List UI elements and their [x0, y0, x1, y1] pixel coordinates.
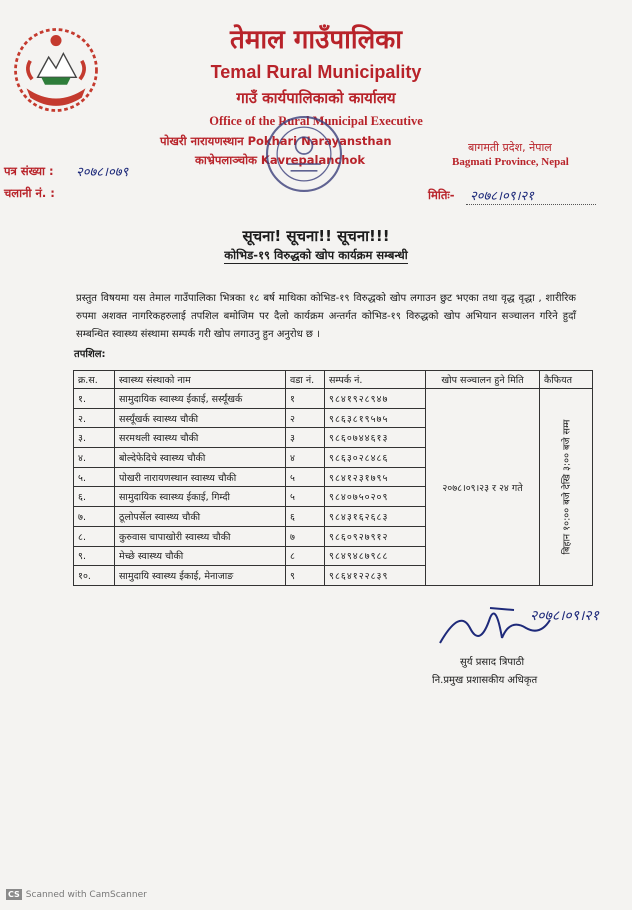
camscanner-logo-icon: CS: [8, 890, 20, 899]
cell-contact: ९८६०९२७९१२: [325, 526, 426, 546]
province-en: Bagmati Province, Nepal: [452, 156, 569, 168]
cell-sn: ३.: [74, 428, 115, 448]
notice-subject: [0, 248, 632, 263]
notice-title: सूचना! सूचना!! सूचना!!!: [242, 227, 390, 245]
cell-ward: ५: [286, 467, 325, 487]
cell-sn: ६.: [74, 487, 115, 507]
signatory-name: सुर्य प्रसाद त्रिपाठी: [460, 657, 525, 668]
cell-contact: ९८६०७४४६१३: [325, 428, 426, 448]
address-line1: पोखरी नारायणस्थान Pokhari Narayansthan: [160, 134, 392, 148]
camscanner-watermark: [6, 889, 147, 900]
header-date: खोप सञ्चालन हुने मिति: [426, 371, 540, 389]
signatory-designation: नि.प्रमुख प्रशासकीय अधिकृत: [432, 675, 538, 686]
cell-ward: १: [286, 389, 325, 409]
cell-sn: ७.: [74, 507, 115, 527]
cell-ward: ३: [286, 428, 325, 448]
miti-value: २०७८।०९।२१: [470, 189, 534, 204]
cell-facility: सामुदायि स्वास्थ्य ईकाई, मेनाजाङ: [115, 566, 286, 586]
table-header-row: [74, 371, 593, 389]
notice-body: प्रस्तुत विषयमा यस तेमाल गाउँपालिका भित्रका १८ बर्ष माथिका कोभिड-१९ विरुद्धको खोप लगाउन छुट भएका तथा वृद्ध वृद्धा , शारीरिक रुपमा अशक्त नागरिकहरुलाई तपशिल बमोजिम पर दैलो कार्यक्रम अन्तर्गत कोभिड-१९ विरुद्धको खोप अभियान सञ्चालन गरिने हुदाँ सम्बन्धित स्वास्थ्य संस्थामा सम्पर्क गरी खोप लगाउनु हुन अनुरोध छ ।: [76, 293, 576, 340]
miti-dotted-line: [466, 204, 596, 205]
cell-facility: मेच्छे स्वास्थ्य चौकी: [115, 546, 286, 566]
cell-facility: सर्स्यूंखर्क स्वास्थ्य चौकी: [115, 408, 286, 428]
cell-ward: २: [286, 408, 325, 428]
header-ward: वडा नं.: [286, 371, 325, 389]
cell-contact: ९८४९४८७९८८: [325, 546, 426, 566]
cell-facility: ठूलोपर्सेल स्वास्थ्य चौकी: [115, 507, 286, 527]
cell-contact: ९८४३१६२६८३: [325, 507, 426, 527]
chalani-label: चलानी नं. :: [4, 186, 55, 200]
cell-facility: कुरुवास चापाखोरी स्वास्थ्य चौकी: [115, 526, 286, 546]
header-remark: कैफियत: [540, 371, 593, 389]
cell-sn: ४.: [74, 448, 115, 468]
cell-contact: ९८४१९२८९४७: [325, 389, 426, 409]
camscanner-text: Scanned with CamScanner: [25, 890, 147, 900]
province-np: बागमती प्रदेश, नेपाल: [468, 141, 552, 154]
cell-contact: ९८६३०२८४८६: [325, 448, 426, 468]
notice-subject-text: कोभिड-१९ विरुद्धको खोप कार्यक्रम सम्बन्धी: [224, 248, 408, 262]
header-facility: स्वास्थ्य संस्थाको नाम: [115, 371, 286, 389]
cell-facility: सरमथली स्वास्थ्य चौकी: [115, 428, 286, 448]
cell-sn: ९.: [74, 546, 115, 566]
cell-facility: पोखरी नारायणस्थान स्वास्थ्य चौकी: [115, 467, 286, 487]
municipality-name-np: तेमाल गाउँपालिका: [230, 25, 402, 55]
header-contact: सम्पर्क नं.: [325, 371, 426, 389]
office-stamp-icon: [262, 112, 346, 196]
cell-sn: ५.: [74, 467, 115, 487]
cell-contact: ९८४१२३१७९५: [325, 467, 426, 487]
patra-label: पत्र संख्या :: [4, 164, 54, 178]
cell-sn: १०.: [74, 566, 115, 586]
cell-facility: सामुदायिक स्वास्थ्य ईकाई, सर्स्यूंखर्क: [115, 389, 286, 409]
cell-facility: बोल्देफेदिचे स्वास्थ्य चौकी: [115, 448, 286, 468]
cell-ward: ८: [286, 546, 325, 566]
miti-label: मितिः-: [428, 188, 455, 202]
cell-ward: ९: [286, 566, 325, 586]
signature-date: २०७८।०९।२१: [530, 608, 599, 624]
cell-facility: सामुदायिक स्वास्थ्य ईकाई, गिम्दी: [115, 487, 286, 507]
signature-scribble-icon: [430, 598, 610, 658]
cell-contact: ९८६४१२२८३९: [325, 566, 426, 586]
cell-sn: १.: [74, 389, 115, 409]
patra-value: २०७८।०७९: [76, 165, 129, 180]
cell-contact: ९८६३८१९५७५: [325, 408, 426, 428]
health-facility-table: [73, 370, 593, 586]
cell-vaccination-date: २०७८।०९।२३ र २४ गते: [426, 389, 540, 586]
cell-sn: २.: [74, 408, 115, 428]
tapasil-label: तपशिल:: [74, 349, 106, 360]
table-row: [74, 389, 593, 409]
remark-text: बिहान १०:०० बजे देखि ३:०० बजे सम्म: [561, 419, 573, 555]
cell-ward: ४: [286, 448, 325, 468]
header-sn: क्र.स.: [74, 371, 115, 389]
cell-sn: ८.: [74, 526, 115, 546]
cell-ward: ६: [286, 507, 325, 527]
cell-ward: ७: [286, 526, 325, 546]
address-line2: काभ्रेपलाञ्चोक Kavrepalanchok: [195, 153, 365, 167]
cell-remark: [540, 389, 593, 586]
office-name-np: गाउँ कार्यपालिकाको कार्यालय: [236, 89, 396, 107]
municipality-name-en: Temal Rural Municipality: [210, 62, 422, 82]
cell-ward: ५: [286, 487, 325, 507]
office-name-en: Office of the Rural Municipal Executive: [209, 114, 423, 128]
cell-contact: ९८४०७५०२०९: [325, 487, 426, 507]
